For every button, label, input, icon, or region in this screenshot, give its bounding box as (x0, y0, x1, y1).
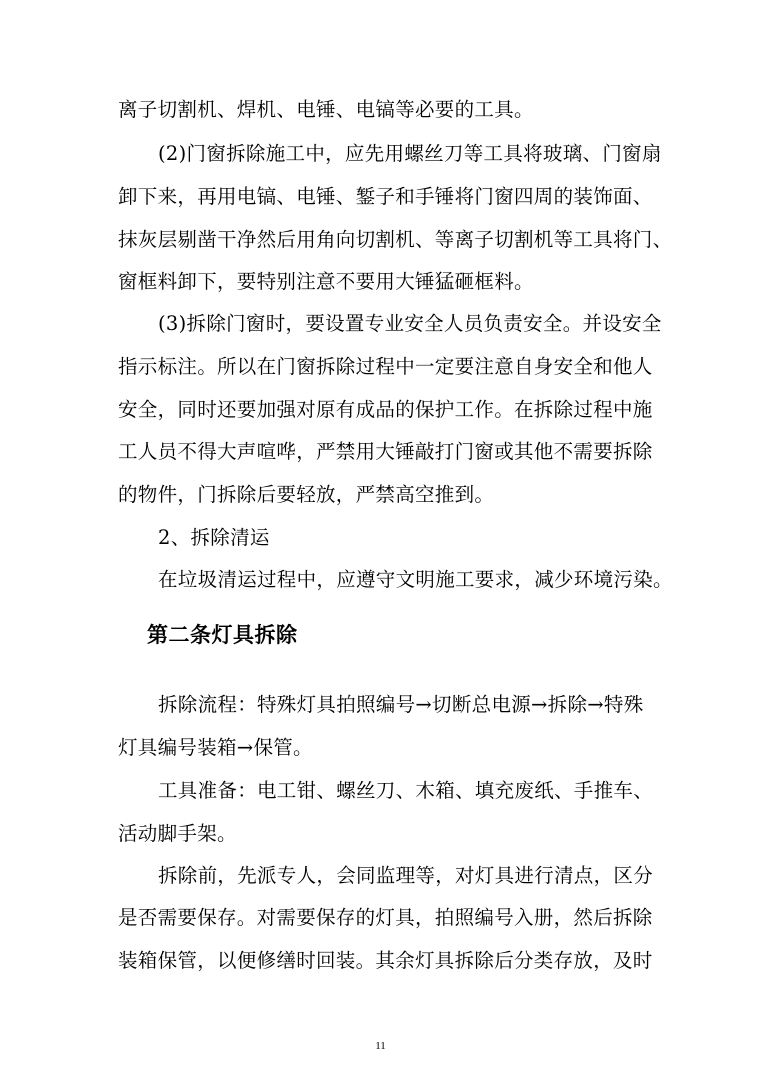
text-line: 拆除流程：特殊灯具拍照编号→切断总电源→拆除→特殊 (158, 693, 644, 716)
text-line: 活动脚手架。 (118, 822, 237, 845)
text-line: 是否需要保存。对需要保存的灯具，拍照编号入册，然后拆除 (118, 906, 653, 929)
text-line: 拆除前，先派专人，会同监理等，对灯具进行清点，区分 (158, 864, 654, 887)
text-line: 窗框料卸下，要特别注意不要用大锤猛砸框料。 (118, 270, 534, 293)
text-line: 2、拆除清运 (158, 526, 270, 549)
text-line: 指示标注。所以在门窗拆除过程中一定要注意自身安全和他人 (118, 355, 653, 378)
text-line: 在垃圾清运过程中，应遵守文明施工要求，减少环境污染。 (158, 568, 673, 591)
text-line: 工具准备：电工钳、螺丝刀、木箱、填充废纸、手推车、 (158, 779, 654, 802)
text-line: 的物件，门拆除后要轻放，严禁高空推到。 (118, 483, 495, 506)
text-line: 工人员不得大声喧哗，严禁用大锤敲打门窗或其他不需要拆除 (118, 440, 653, 463)
text-line: 安全，同时还要加强对原有成品的保护工作。在拆除过程中施 (118, 398, 653, 421)
text-line: 灯具编号装箱→保管。 (118, 736, 313, 759)
text-line: 抹灰层剔凿干净然后用角向切割机、等离子切割机等工具将门、 (118, 228, 673, 251)
text-line: (3)拆除门窗时，要设置专业安全人员负责安全。并设安全 (158, 312, 662, 335)
text-line: 装箱保管，以便修缮时回装。其余灯具拆除后分类存放，及时 (118, 949, 653, 972)
text-line: 离子切割机、焊机、电锤、电镐等必要的工具。 (118, 98, 534, 121)
text-line: (2)门窗拆除施工中，应先用螺丝刀等工具将玻璃、门窗扇 (158, 142, 662, 165)
section-heading: 第二条灯具拆除 (147, 622, 298, 647)
text-line: 卸下来，再用电镐、电锤、錾子和手锤将门窗四周的装饰面、 (118, 185, 653, 208)
page-number: 11 (375, 1040, 386, 1052)
